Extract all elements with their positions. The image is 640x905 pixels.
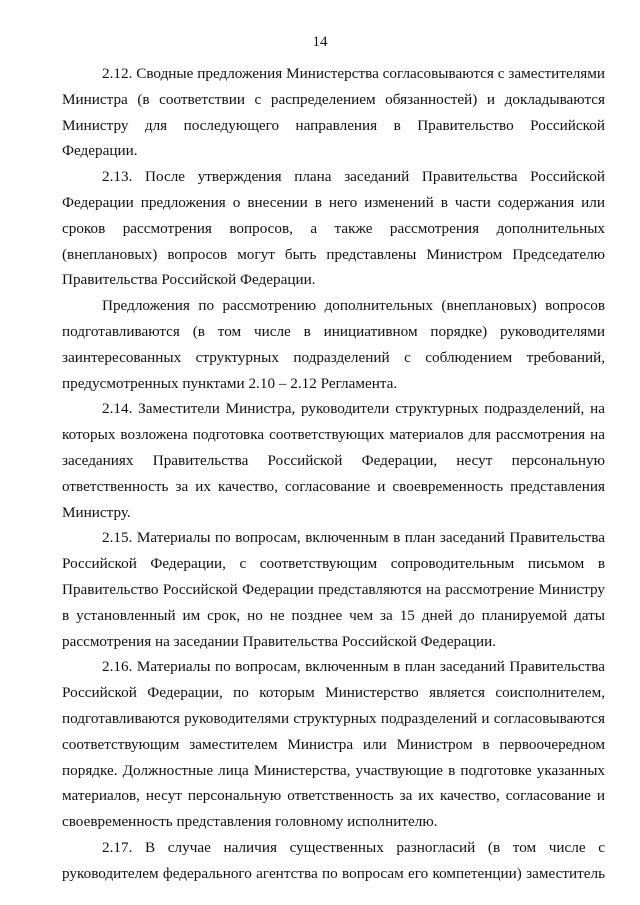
page-number: 14 bbox=[312, 34, 328, 50]
paragraph-2-17: 2.17. В случае наличия существенных разногласий (в том числе с руководителем федерального агентства по вопросам его компетенции) заместитель bbox=[62, 838, 605, 882]
document-body bbox=[62, 61, 605, 887]
paragraph-2-14: 2.14. Заместители Министра, руководители структурных подразделений, на которых возложена подготовка соответствующих материалов для рассмотрения на заседаниях Правительства Российской Федерации, несут персональную ответственность за их качество, согласование и своевременность представления Министру. bbox=[62, 400, 605, 521]
paragraph-2-13: 2.13. После утверждения плана заседаний Правительства Российской Федерации предложения о внесении в него изменений в части содержания или сроков рассмотрения вопросов, а также рассмотрения дополнительных (внеплановых) вопросов могут быть представлены Министром Председателю Правительства Российской Федерации. bbox=[62, 168, 605, 289]
paragraph-2-12: 2.12. Сводные предложения Министерства согласовываются с заместителями Министра (в соответствии с распределением обязанностей) и докладываются Министру для последующего направления в Правительство Российской Федерации. bbox=[62, 65, 605, 160]
paragraph-2-16: 2.16. Материалы по вопросам, включенным в план заседаний Правительства Российской Федерации, по которым Министерство является соисполнителем, подготавливаются руководителями структурных подразделений и согласовываются соответствующим заместителем Министра или Министром в первоочередном порядке. Должностные лица Министерства, участвующие в подготовке указанных материалов, несут персональную ответственность за их качество, согласование и своевременность представления головному исполнителю. bbox=[62, 658, 605, 831]
paragraph-unplanned-questions: Предложения по рассмотрению дополнительных (внеплановых) вопросов подготавливаются (в том числе в инициативном порядке) руководителями заинтересованных структурных подразделений с соблюдением требований, предусмотренных пунктами 2.10 – 2.12 Регламента. bbox=[62, 297, 605, 392]
paragraph-2-15: 2.15. Материалы по вопросам, включенным в план заседаний Правительства Российской Федерации, с соответствующим сопроводительным письмом в Правительство Российской Федерации представляются на рассмотрение Министру в установленный им срок, но не позднее чем за 15 дней до планируемой даты рассмотрения на заседании Правительства Российской Федерации. bbox=[62, 529, 605, 650]
